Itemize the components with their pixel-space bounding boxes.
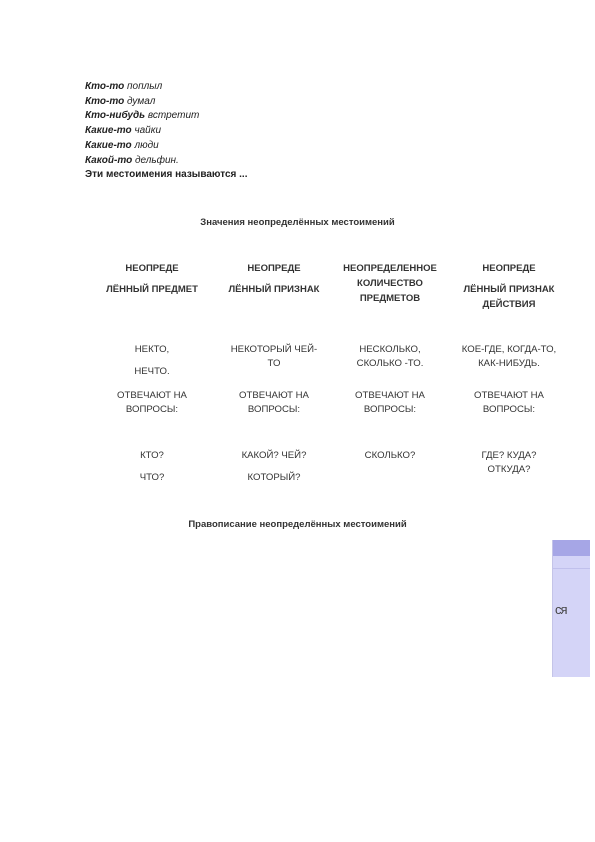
cell-line: ЧТО? [139, 472, 165, 483]
example-word: встретит [147, 110, 200, 122]
example-line [85, 154, 248, 169]
examples-cell-attribute [214, 343, 334, 371]
example-word: дельфин. [134, 154, 179, 166]
cell-line: КОЕ-ГДЕ, КОГДА-ТО, [461, 344, 557, 355]
questions-cell-action-attribute [449, 449, 569, 477]
example-pronoun: Кто-то [85, 95, 125, 107]
header-line: НЕОПРЕДЕ [247, 263, 301, 274]
examples-cell-quantity [330, 343, 450, 371]
column-header-quantity [330, 261, 450, 306]
header-line: ПРЕДМЕТОВ [359, 293, 421, 304]
cell-line: ОТВЕЧАЮТ НА [355, 390, 425, 401]
questions-cell-attribute [214, 449, 334, 485]
header-line: ДЕЙСТВИЯ [482, 299, 536, 310]
cell-line: КАК-НИБУДЬ. [478, 358, 540, 369]
cell-line: НЕСКОЛЬКО, [359, 344, 421, 355]
questions-cell-object [92, 449, 212, 485]
example-line [85, 139, 248, 154]
cell-line: СКОЛЬКО -ТО. [356, 358, 424, 369]
example-word: чайки [134, 125, 162, 137]
example-word: поплыл [127, 81, 163, 92]
column-header-object [92, 261, 212, 297]
cell-line: КОТОРЫЙ? [247, 472, 301, 483]
spelling-heading: Правописание неопределённых местоимений [188, 519, 407, 530]
example-word: люди [134, 139, 159, 151]
answers-cell-action-attribute [449, 389, 569, 417]
cell-line: СКОЛЬКО? [364, 450, 416, 461]
header-line: ЛЁННЫЙ ПРИЗНАК [463, 284, 555, 295]
header-line: КОЛИЧЕСТВО [357, 278, 423, 289]
cell-line: КТО? [140, 450, 164, 461]
examples-block [85, 80, 248, 182]
header-line: НЕОПРЕДЕ [125, 263, 179, 274]
cell-line: НЕЧТО. [134, 366, 170, 377]
example-pronoun: Какие-то [85, 139, 132, 151]
cell-line: ВОПРОСЫ: [125, 404, 179, 415]
cell-line: НЕКТО, [134, 344, 170, 355]
example-pronoun: Какие-то [85, 125, 132, 137]
example-line [85, 124, 248, 139]
side-panel-divider [553, 568, 590, 569]
side-panel [552, 540, 590, 677]
column-header-attribute [214, 261, 334, 297]
example-pronoun: Кто-нибудь [85, 110, 146, 122]
example-pronoun: Кто-то [85, 81, 125, 92]
cell-line: НЕКОТОРЫЙ ЧЕЙ- [230, 344, 318, 355]
cell-line: ГДЕ? КУДА? [481, 450, 537, 461]
example-word: думал [127, 95, 156, 107]
header-line: НЕОПРЕДЕЛЕННОЕ [343, 263, 437, 274]
question-text: Эти местоимения называются ... [85, 169, 248, 181]
cell-line: ОТВЕЧАЮТ НА [239, 390, 309, 401]
examples-cell-object [92, 343, 212, 379]
cell-line: ВОПРОСЫ: [363, 404, 417, 415]
example-line [85, 109, 248, 124]
cell-line: ОТВЕЧАЮТ НА [117, 390, 187, 401]
answers-cell-attribute [214, 389, 334, 417]
cell-line: ОТВЕЧАЮТ НА [474, 390, 544, 401]
cell-line: ТО [267, 358, 281, 369]
example-line [85, 80, 248, 95]
header-line: ЛЁННЫЙ ПРИЗНАК [228, 284, 320, 295]
cell-line: ВОПРОСЫ: [482, 404, 536, 415]
answers-cell-quantity [330, 389, 450, 417]
side-panel-band [553, 540, 590, 556]
example-pronoun: Какой-то [85, 154, 133, 166]
example-line [85, 95, 248, 110]
cell-line: ВОПРОСЫ: [247, 404, 301, 415]
side-panel-text: ся [555, 602, 567, 617]
cell-line: ОТКУДА? [487, 464, 531, 475]
cell-line: КАКОЙ? ЧЕЙ? [241, 450, 307, 461]
questions-cell-quantity [330, 449, 450, 463]
header-line: НЕОПРЕДЕ [482, 263, 536, 274]
column-header-action-attribute [449, 261, 569, 312]
meanings-heading: Значения неопределённых местоимений [200, 217, 395, 228]
examples-cell-action-attribute [449, 343, 569, 371]
answers-cell-object [92, 389, 212, 417]
header-line: ЛЁННЫЙ ПРЕДМЕТ [106, 284, 198, 295]
